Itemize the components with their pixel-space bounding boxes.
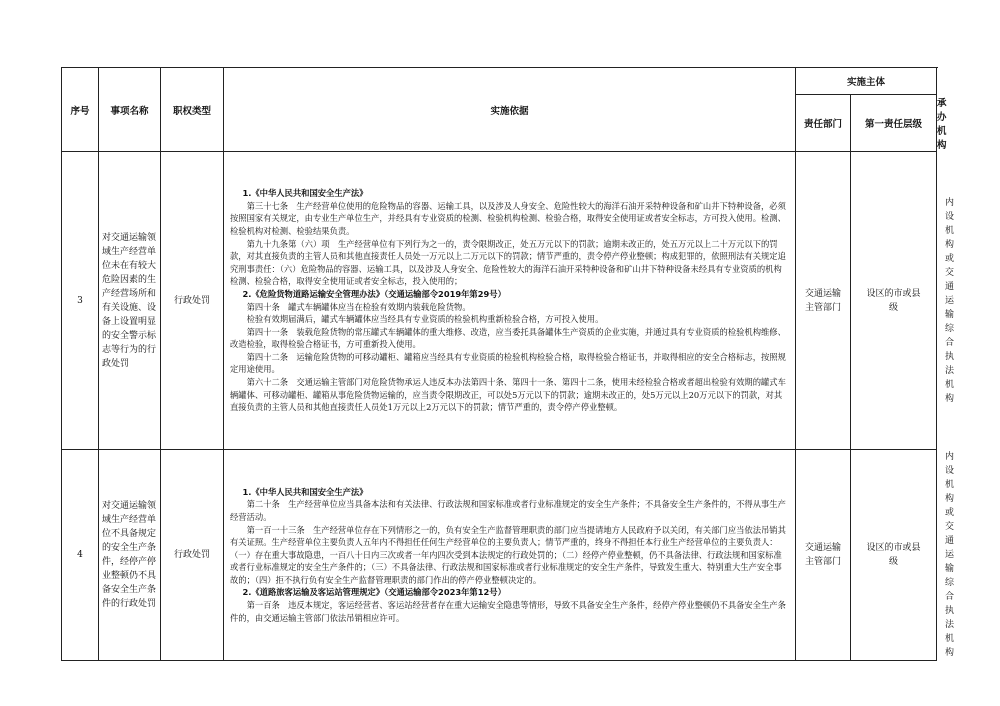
header-subject: 实施主体 <box>796 68 937 95</box>
basis-paragraph: 第四十二条 运输危险货物的可移动罐柜、罐箱应当经具有专业资质的检验机构检验合格，取得检验合格证书，并取得相应的安全合格标志，按照规定用途使用。 <box>230 351 786 375</box>
header-seq: 序号 <box>62 68 99 152</box>
header-type: 职权类型 <box>161 68 224 152</box>
row-name: 对交通运输领域生产经营单位未在有较大危险因素的生产经营场所和有关设施、设备上设置明显的安全警示标志等行为的行政处罚 <box>99 152 161 450</box>
basis-law-title: 1.《中华人民共和国安全生产法》 <box>242 188 368 199</box>
row-basis <box>224 450 796 661</box>
basis-paragraph: 检验有效期届满后，罐式车辆罐体应当经具有专业资质的检验机构重新检验合格，方可投入使用。 <box>246 314 604 325</box>
basis-paragraph: 第六十二条 交通运输主管部门对危险货物承运人违反本办法第四十条、第四十一条、第四十二条，使用未经检验合格或者超出检验有效期的罐式车辆罐体、可移动罐柜、罐箱从事危险货物运输的，应当责令限期改正，可以处5万元以下的罚款；逾期未改正的，处5万元以上20万元以下的罚款，对其直接负责的主管人员和其他直接责任人员处1万元以上2万元以下的罚款；情节严重的，责令停产停业整顿。 <box>230 377 786 413</box>
row-name: 对交通运输领域生产经营单位不具备规定的安全生产条件，经停产停业整顿仍不具备安全生产条件的行政处罚 <box>99 450 161 661</box>
row-type: 行政处罚 <box>161 450 224 661</box>
row-seq: 3 <box>62 152 99 450</box>
basis-paragraph: 第四十条 罐式车辆罐体应当在检验有效期内装载危险货物。 <box>246 301 471 312</box>
basis-paragraph: 第三十七条 生产经营单位使用的危险物品的容器、运输工具，以及涉及人身安全、危险性较大的海洋石油开采特种设备和矿山井下特种设备，必须按照国家有关规定，由专业生产单位生产，并经具有专业资质的检测、检验机构检测、检验合格，取得安全使用证或者安全标志，方可投入使用。检测、检验机构对检测、检验结果负责。 <box>230 200 786 236</box>
row-type: 行政处罚 <box>161 152 224 450</box>
header-basis: 实施依据 <box>224 68 796 152</box>
row-level: 设区的市或县级 <box>851 450 937 661</box>
basis-law-title: 2.《道路旅客运输及客运站管理规定》（交通运输部令2023年第12号） <box>242 587 506 598</box>
basis-law-title: 2.《危险货物道路运输安全管理办法》（交通运输部令2019年第29号） <box>242 288 506 299</box>
authority-table: 序号 事项名称 职权类型 实施依据 实施主体 责任部门 第一责任层级 承办机构 3 对交通运输领域生产经营单位未在有较大危险因素的生产经营场所和有关设施、设备上设置明显的安全警示标志等行为的行政处罚 行政处罚 1.《中华人民共和国安全生产法》 第三十七条 生产经营单位使用的危险物品的容器、运输工具，以及涉及人身安全、危险性较大的海洋石油开采特种设备和矿山井下特种设备，必须按照国家有关规定，由专业生产单位生产，并经具有专业资质的检测、检验机构检测、检验合格，取得安全使用证或者安全标志，方可投入使用。检测、检验机构对检测、检验结果负责。 第九十九条第（六）项 生产经营单位有下列行为之一的，责令限期改正，处五万元以下的罚款；逾期未改正的，处五万元以上二十万元以下的罚款，对其直接负责的主管人员和其他直接责任人员处一万元以上二万元以下的罚款；情节严重的，责令停产停业整顿；构成犯罪的，依照刑法有关规定追究刑事责任：（六）危险物品的容器、运输工具，以及涉及人身安全、危险性较大的海洋石油开采特种设备和矿山井下特种设备未经具有专业资质的机构检测、检验合格，取得安全使用证或者安全标志，投入使用的； 2.《危险货物道路运输安全管理办法》（交通运输部令2019年第29号） 第四十条 罐式车辆罐体应当在检验有效期内装载危险货物。 检验有效期届满后，罐式车辆罐体应当经具有专业资质的检验机构重新检验合格，方可投入使用。 第四十一条 装载危险货物的常压罐式车辆罐体的重大维修、改造，应当委托具备罐体生产资质的企业实施，并通过具有专业资质的检验机构维修、改造检验，取得检验合格证书，方可重新投入使用。 第四十二条 运输危险货物的可移动罐柜、罐箱应当经具有专业资质的检验机构检验合格，取得检验合格证书，并取得相应的安全合格标志，按照规定用途使用。 第六十二条 交通运输主管部门对危险货物承运人违反本办法第四十条、第四十一条、第四十二条，使用未经检验合格或者超出检验有效期的罐式车辆罐体、可移动罐柜、罐箱从事危险货物运输的，应当责令限期改正，可以处5万元以下的罚款；逾期未改正的，处5万元以上20万元以下的罚款，对其直接负责的主管人员和其他直接责任人员处1万元以上2万元以下的罚款；情节严重的，责令停产停业整顿。 交通运输主管部门 设区的市或县级 内设机构或交通运输综合执法机构 4 对交通运输领域生产经营单位不具备规定的安全生产条件，经停产停业整顿仍不具备安全生产条件的行政处罚 行政处罚 1.《中华人民共和国安全生产法》 第二十条 生产经营单位应当具备本法和有关法律、行政法规和国家标准或者行业标准规定的安全生产条件；不具备安全生产条件的，不得从事生产经营活动。 第一百一十三条 生产经营单位存在下列情形之一的，负有安全生产监督管理职责的部门应当提请地方人民政府予以关闭，有关部门应当依法吊销其有关证照。生产经营单位主要负责人五年内不得担任任何生产经营单位的主要负责人；情节严重的，终身不得担任本行业生产经营单位的主要负责人：（一）存在重大事故隐患，一百八十日内三次或者一年内四次受到本法规定的行政处罚的；（二）经停产停业整顿，仍不具备法律、行政法规和国家标准或者行业标准规定的安全生产条件的；（三）不具备法律、行政法规和国家标准或者行业标准规定的安全生产条件，导致发生重大、特别重大生产安全事故的；（四）拒不执行负有安全生产监督管理职责的部门作出的停产停业整顿决定的。 2.《道路旅客运输及客运站管理规定》（交通运输部令2023年第12号） 第一百条 违反本规定，客运经营者、客运站经营者存在重大运输安全隐患等情形，导致不具备安全生产条件，经停产停业整顿仍不具备安全生产条件的，由交通运输主管部门依法吊销相应许可。 交通运输主管部门 设区的市或县级 内设机构或交通运输综合执法机构 <box>61 67 937 661</box>
basis-paragraph: 第一百条 违反本规定，客运经营者、客运站经营者存在重大运输安全隐患等情形，导致不具备安全生产条件，经停产停业整顿仍不具备安全生产条件的，由交通运输主管部门依法吊销相应许可。 <box>230 600 786 623</box>
basis-paragraph: 第四十一条 装载危险货物的常压罐式车辆罐体的重大维修、改造，应当委托具备罐体生产资质的企业实施，并通过具有专业资质的检验机构维修、改造检验，取得检验合格证书，方可重新投入使用。 <box>230 326 786 350</box>
table-row: 4 对交通运输领域生产经营单位不具备规定的安全生产条件，经停产停业整顿仍不具备安全生产条件的行政处罚 行政处罚 1.《中华人民共和国安全生产法》 第二十条 生产经营单位应当具备本法和有关法律、行政法规和国家标准或者行业标准规定的安全生产条件；不具备安全生产条件的，不得从事生产经营活动。 第一百一十三条 生产经营单位存在下列情形之一的，负有安全生产监督管理职责的部门应当提请地方人民政府予以关闭，有关部门应当依法吊销其有关证照。生产经营单位主要负责人五年内不得担任任何生产经营单位的主要负责人；情节严重的，终身不得担任本行业生产经营单位的主要负责人：（一）存在重大事故隐患，一百八十日内三次或者一年内四次受到本法规定的行政处罚的；（二）经停产停业整顿，仍不具备法律、行政法规和国家标准或者行业标准规定的安全生产条件的；（三）不具备法律、行政法规和国家标准或者行业标准规定的安全生产条件，导致发生重大、特别重大生产安全事故的；（四）拒不执行负有安全生产监督管理职责的部门作出的停产停业整顿决定的。 2.《道路旅客运输及客运站管理规定》（交通运输部令2023年第12号） 第一百条 违反本规定，客运经营者、客运站经营者存在重大运输安全隐患等情形，导致不具备安全生产条件，经停产停业整顿仍不具备安全生产条件的，由交通运输主管部门依法吊销相应许可。 交通运输主管部门 设区的市或县级 内设机构或交通运输综合执法机构 <box>62 450 937 661</box>
basis-paragraph: 第一百一十三条 生产经营单位存在下列情形之一的，负有安全生产监督管理职责的部门应当提请地方人民政府予以关闭，有关部门应当依法吊销其有关证照。生产经营单位主要负责人五年内不得担任任何生产经营单位的主要负责人；情节严重的，终身不得担任本行业生产经营单位的主要负责人：（一）存在重大事故隐患，一百八十日内三次或者一年内四次受到本法规定的行政处罚的；（二）经停产停业整顿，仍不具备法律、行政法规和国家标准或者行业标准规定的安全生产条件的；（三）不具备法律、行政法规和国家标准或者行业标准规定的安全生产条件，导致发生重大、特别重大生产安全事故的；（四）拒不执行负有安全生产监督管理职责的部门作出的停产停业整顿决定的。 <box>230 524 786 585</box>
header-level: 第一责任层级 <box>851 95 937 152</box>
basis-paragraph: 第二十条 生产经营单位应当具备本法和有关法律、行政法规和国家标准或者行业标准规定的安全生产条件；不具备安全生产条件的，不得从事生产经营活动。 <box>230 499 786 522</box>
row-basis <box>224 152 796 450</box>
header-name: 事项名称 <box>99 68 161 152</box>
row-dept: 交通运输主管部门 <box>796 152 851 450</box>
basis-law-title: 1.《中华人民共和国安全生产法》 <box>242 486 368 497</box>
basis-paragraph: 第九十九条第（六）项 生产经营单位有下列行为之一的，责令限期改正，处五万元以下的罚款；逾期未改正的，处五万元以上二十万元以下的罚款，对其直接负责的主管人员和其他直接责任人员处一万元以上二万元以下的罚款；情节严重的，责令停产停业整顿；构成犯罪的，依照刑法有关规定追究刑事责任：（六）危险物品的容器、运输工具，以及涉及人身安全、危险性较大的海洋石油开采特种设备和矿山井下特种设备未经具有专业资质的机构检测、检验合格，取得安全使用证或者安全标志，投入使用的； <box>230 238 786 287</box>
header-dept: 责任部门 <box>796 95 851 152</box>
table-row: 3 对交通运输领域生产经营单位未在有较大危险因素的生产经营场所和有关设施、设备上设置明显的安全警示标志等行为的行政处罚 行政处罚 1.《中华人民共和国安全生产法》 第三十七条 生产经营单位使用的危险物品的容器、运输工具，以及涉及人身安全、危险性较大的海洋石油开采特种设备和矿山井下特种设备，必须按照国家有关规定，由专业生产单位生产，并经具有专业资质的检测、检验机构检测、检验合格，取得安全使用证或者安全标志，方可投入使用。检测、检验机构对检测、检验结果负责。 第九十九条第（六）项 生产经营单位有下列行为之一的，责令限期改正，处五万元以下的罚款；逾期未改正的，处五万元以上二十万元以下的罚款，对其直接负责的主管人员和其他直接责任人员处一万元以上二万元以下的罚款；情节严重的，责令停产停业整顿；构成犯罪的，依照刑法有关规定追究刑事责任：（六）危险物品的容器、运输工具，以及涉及人身安全、危险性较大的海洋石油开采特种设备和矿山井下特种设备未经具有专业资质的机构检测、检验合格，取得安全使用证或者安全标志，投入使用的； 2.《危险货物道路运输安全管理办法》（交通运输部令2019年第29号） 第四十条 罐式车辆罐体应当在检验有效期内装载危险货物。 检验有效期届满后，罐式车辆罐体应当经具有专业资质的检验机构重新检验合格，方可投入使用。 第四十一条 装载危险货物的常压罐式车辆罐体的重大维修、改造，应当委托具备罐体生产资质的企业实施，并通过具有专业资质的检验机构维修、改造检验，取得检验合格证书，方可重新投入使用。 第四十二条 运输危险货物的可移动罐柜、罐箱应当经具有专业资质的检验机构检验合格，取得检验合格证书，并取得相应的安全合格标志，按照规定用途使用。 第六十二条 交通运输主管部门对危险货物承运人违反本办法第四十条、第四十一条、第四十二条，使用未经检验合格或者超出检验有效期的罐式车辆罐体、可移动罐柜、罐箱从事危险货物运输的，应当责令限期改正，可以处5万元以下的罚款；逾期未改正的，处5万元以上20万元以下的罚款，对其直接负责的主管人员和其他直接责任人员处1万元以上2万元以下的罚款；情节严重的，责令停产停业整顿。 交通运输主管部门 设区的市或县级 内设机构或交通运输综合执法机构 <box>62 152 937 450</box>
row-seq: 4 <box>62 450 99 661</box>
row-level: 设区的市或县级 <box>851 152 937 450</box>
row-dept: 交通运输主管部门 <box>796 450 851 661</box>
